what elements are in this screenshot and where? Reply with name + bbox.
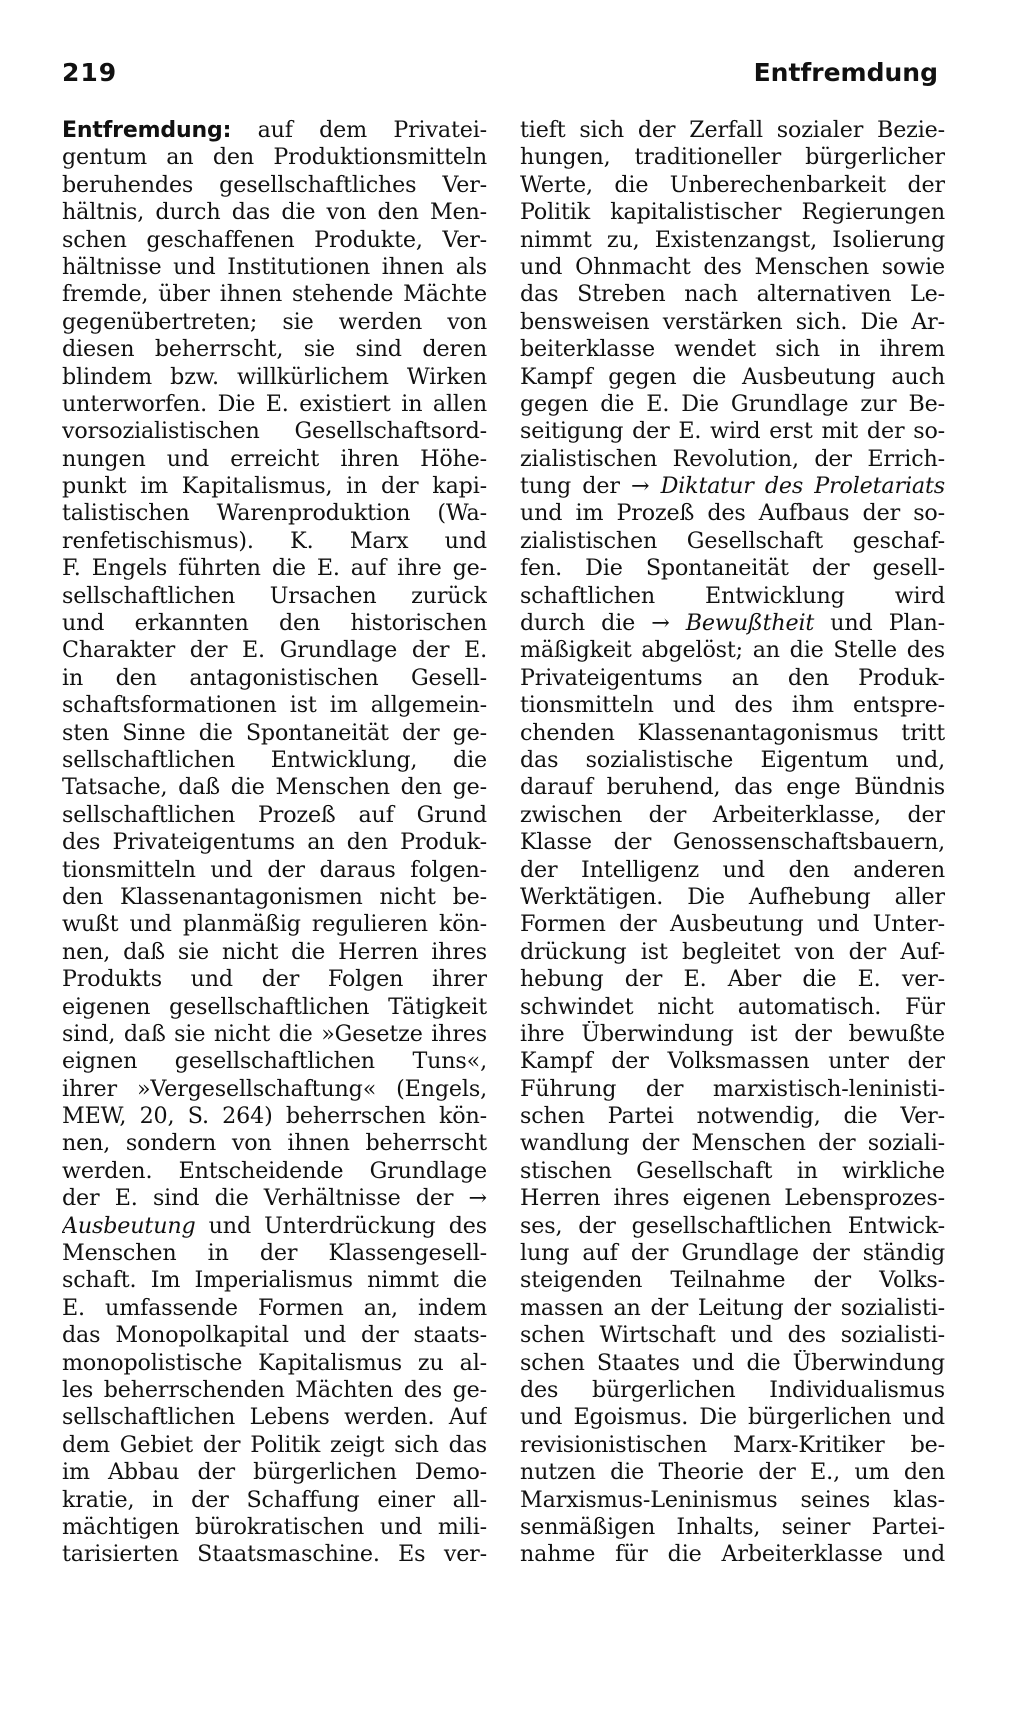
text-line: Herren ihres eigenen Lebensprozes- (520, 1185, 945, 1212)
text-line: sellschaftlichen Ursachen zurück (62, 582, 487, 609)
text-line: diesen beherrscht, sie sind deren (62, 336, 487, 363)
text-line: Klasse der Genossenschaftsbauern, (520, 829, 945, 856)
text-line: beiterklasse wendet sich in ihrem (520, 336, 945, 363)
text-line: sind, daß sie nicht die »Gesetze ihres (62, 1020, 487, 1047)
page-header (62, 58, 938, 94)
text-line: im Abbau der bürgerlichen Demo- (62, 1459, 487, 1486)
text-line: schaftlichen Entwicklung wird (520, 582, 945, 609)
text-line: sellschaftlichen Entwicklung, die (62, 746, 487, 773)
text-line: kratie, in der Schaffung einer all- (62, 1486, 487, 1513)
text-line: der E. sind die Verhältnisse der → (62, 1185, 487, 1212)
text-line: Marxismus-Leninismus seines klas- (520, 1486, 945, 1513)
text-line: massen an der Leitung der sozialisti- (520, 1294, 945, 1321)
text-fragment: tung der → (520, 473, 661, 500)
text-line: das Monopolkapital und der staats- (62, 1322, 487, 1349)
text-line: und erkannten den historischen (62, 610, 487, 637)
text-line: schwindet nicht automatisch. Für (520, 993, 945, 1020)
left-text-block (62, 144, 487, 1212)
text-line: Führung der marxistisch-leninisti- (520, 1075, 945, 1102)
text-line: steigenden Teilnahme der Volks- (520, 1267, 945, 1294)
right-text-block-1 (520, 117, 945, 473)
text-line: hungen, traditioneller bürgerlicher (520, 144, 945, 171)
text-line: Politik kapitalistischer Regierungen (520, 199, 945, 226)
right-column (520, 117, 945, 1569)
text-line: tionsmitteln und der daraus folgen- (62, 856, 487, 883)
text-line: wandlung der Menschen der soziali- (520, 1130, 945, 1157)
right-text-block-2 (520, 500, 945, 610)
cross-reference: Bewußtheit (685, 610, 815, 637)
text-line: gentum an den Produktionsmitteln (62, 144, 487, 171)
text-line: schaftsformationen ist im allgemein- (62, 692, 487, 719)
text-line: tionsmitteln und des ihm entspre- (520, 692, 945, 719)
text-line (520, 610, 945, 637)
text-line: nahme für die Arbeiterklasse und (520, 1541, 945, 1568)
text-line: schen geschaffenen Produkte, Ver- (62, 226, 487, 253)
page-number: 219 (62, 58, 118, 87)
text-line: fen. Die Spontaneität der gesell- (520, 555, 945, 582)
text-line: Privateigentums an den Produk- (520, 664, 945, 691)
right-text-block-3 (520, 637, 945, 1568)
text-line: des bürgerlichen Individualismus (520, 1376, 945, 1403)
left-text-block-2 (62, 1240, 487, 1569)
text-line: ihrer »Vergesellschaftung« (Engels, (62, 1075, 487, 1102)
text-line: blindem bzw. willkürlichem Wirken (62, 363, 487, 390)
text-line: monopolistische Kapitalismus zu al- (62, 1349, 487, 1376)
text-line: sellschaftlichen Lebens werden. Auf (62, 1404, 487, 1431)
text-line: schaft. Im Imperialismus nimmt die (62, 1267, 487, 1294)
text-line: zialistischen Gesellschaft geschaf- (520, 527, 945, 554)
text-line: den Klassenantagonismen nicht be- (62, 883, 487, 910)
text-line (520, 473, 945, 500)
text-line: tieft sich der Zerfall sozialer Bezie- (520, 117, 945, 143)
text-line: renfetischismus). K. Marx und (62, 527, 487, 554)
text-fragment: auf dem Privatei- (257, 117, 487, 143)
text-line: und Egoismus. Die bürgerlichen und (520, 1404, 945, 1431)
running-head: Entfremdung (753, 58, 938, 87)
text-line: Werte, die Unberechenbarkeit der (520, 171, 945, 198)
text-line: schen Wirtschaft und des sozialisti- (520, 1322, 945, 1349)
text-line: Menschen in der Klassengesell- (62, 1240, 487, 1267)
text-line (62, 117, 487, 144)
text-line: bensweisen verstärken sich. Die Ar- (520, 308, 945, 335)
text-line: darauf beruhend, das enge Bündnis (520, 774, 945, 801)
text-line: in den antagonistischen Gesell- (62, 664, 487, 691)
text-line: nen, daß sie nicht die Herren ihres (62, 938, 487, 965)
text-line: zwischen der Arbeiterklasse, der (520, 801, 945, 828)
text-line: der Intelligenz und den anderen (520, 856, 945, 883)
text-line: tarisierten Staatsmaschine. Es ver- (62, 1541, 487, 1568)
text-line: das sozialistische Eigentum und, (520, 746, 945, 773)
text-line: chenden Klassenantagonismus tritt (520, 719, 945, 746)
text-line: senmäßigen Inhalts, seiner Partei- (520, 1513, 945, 1540)
text-line: mäßigkeit abgelöst; an die Stelle des (520, 637, 945, 664)
text-line: fremde, über ihnen stehende Mächte (62, 281, 487, 308)
text-fragment: durch die → (520, 610, 686, 637)
text-line: Kampf der Volksmassen unter der (520, 1048, 945, 1075)
text-line: gegenübertreten; sie werden von (62, 308, 487, 335)
text-line: nen, sondern von ihnen beherrscht (62, 1130, 487, 1157)
text-line: talistischen Warenproduktion (Wa- (62, 500, 487, 527)
text-line: Werktätigen. Die Aufhebung aller (520, 883, 945, 910)
text-line: ihre Überwindung ist der bewußte (520, 1020, 945, 1047)
text-line: hebung der E. Aber die E. ver- (520, 966, 945, 993)
text-line: Formen der Ausbeutung und Unter- (520, 911, 945, 938)
text-line: Kampf gegen die Ausbeutung auch (520, 363, 945, 390)
text-line: punkt im Kapitalismus, in der kapi- (62, 473, 487, 500)
left-column (62, 117, 487, 1569)
text-line (62, 1213, 487, 1240)
text-line: beruhendes gesellschaftliches Ver- (62, 171, 487, 198)
text-line: les beherrschenden Mächten des ge- (62, 1376, 487, 1403)
text-line: nungen und erreicht ihren Höhe- (62, 445, 487, 472)
text-line: mächtigen bürokratischen und mili- (62, 1513, 487, 1540)
text-line: nutzen die Theorie der E., um den (520, 1459, 945, 1486)
text-line: unterworfen. Die E. existiert in allen (62, 390, 487, 417)
text-line: nimmt zu, Existenzangst, Isolierung (520, 226, 945, 253)
entry-lemma: Entfremdung: (62, 118, 232, 143)
text-line: revisionistischen Marx-Kritiker be- (520, 1431, 945, 1458)
text-line: F. Engels führten die E. auf ihre ge- (62, 555, 487, 582)
text-line: und im Prozeß des Aufbaus der so- (520, 500, 945, 527)
text-line: Produkts und der Folgen ihrer (62, 966, 487, 993)
text-line: schen Partei notwendig, die Ver- (520, 1103, 945, 1130)
text-line: seitigung der E. wird erst mit der so- (520, 418, 945, 445)
text-line: und Ohnmacht des Menschen sowie (520, 253, 945, 280)
text-line: eigenen gesellschaftlichen Tätigkeit (62, 993, 487, 1020)
cross-reference: Ausbeutung (62, 1212, 196, 1239)
text-fragment: und Plan- (814, 610, 945, 637)
text-line: werden. Entscheidende Grundlage (62, 1157, 487, 1184)
cross-reference: Diktatur des Proletariats (660, 473, 945, 500)
text-line: Tatsache, daß die Menschen den ge- (62, 774, 487, 801)
text-line: zialistischen Revolution, der Errich- (520, 445, 945, 472)
text-line: sellschaftlichen Prozeß auf Grund (62, 801, 487, 828)
text-line: schen Staates und die Überwindung (520, 1349, 945, 1376)
text-line: ses, der gesellschaftlichen Entwick- (520, 1212, 945, 1239)
text-line: hältnis, durch das die von den Men- (62, 199, 487, 226)
text-line: des Privateigentums an den Produk- (62, 829, 487, 856)
text-line: das Streben nach alternativen Le- (520, 281, 945, 308)
text-line: stischen Gesellschaft in wirkliche (520, 1157, 945, 1184)
text-line: MEW, 20, S. 264) beherrschen kön- (62, 1103, 487, 1130)
text-line: wußt und planmäßig regulieren kön- (62, 911, 487, 938)
text-line: dem Gebiet der Politik zeigt sich das (62, 1431, 487, 1458)
text-line: Charakter der E. Grundlage der E. (62, 637, 487, 664)
text-line: E. umfassende Formen an, indem (62, 1294, 487, 1321)
text-line: lung auf der Grundlage der ständig (520, 1240, 945, 1267)
text-fragment: und Unterdrückung des (195, 1212, 487, 1239)
text-line: vorsozialistischen Gesellschaftsord- (62, 418, 487, 445)
text-line: hältnisse und Institutionen ihnen als (62, 253, 487, 280)
text-line: drückung ist begleitet von der Auf- (520, 938, 945, 965)
text-line: sten Sinne die Spontaneität der ge- (62, 719, 487, 746)
text-line: gegen die E. Die Grundlage zur Be- (520, 390, 945, 417)
text-line: eignen gesellschaftlichen Tuns«, (62, 1048, 487, 1075)
